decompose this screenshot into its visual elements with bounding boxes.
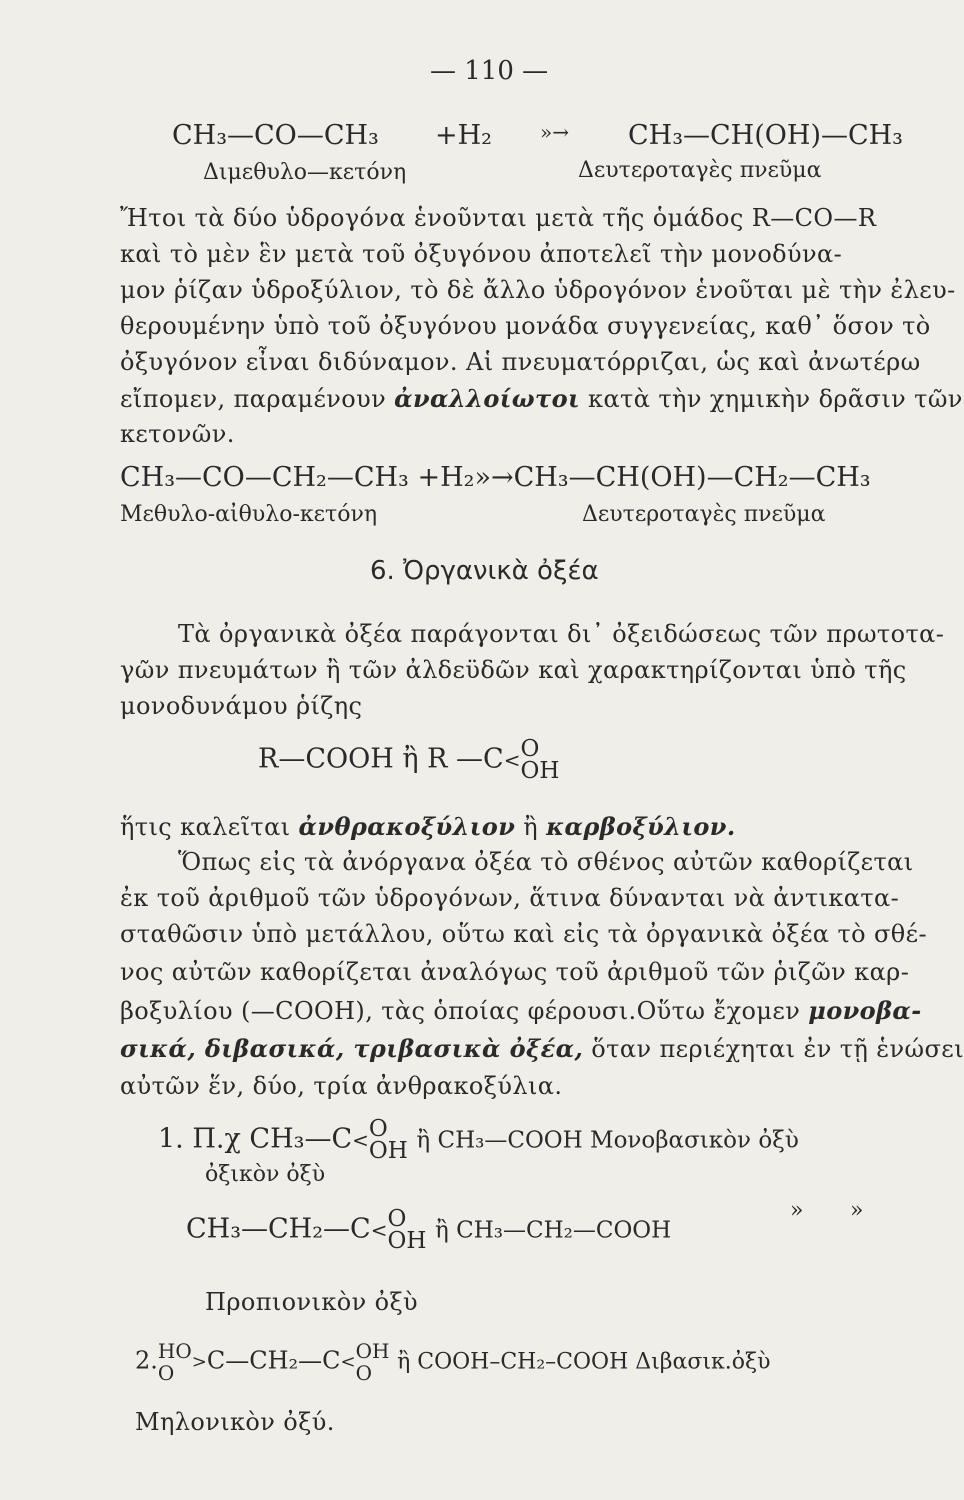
reaction1-right: CH₃—CH(OH)—CH₃	[628, 120, 904, 151]
paragraph3-line-4: νος αὐτῶν καθορίζεται ἀναλόγως τοῦ ἀριθμοῦ τῶν ῥιζῶν καρ-	[120, 958, 910, 986]
emphasis-acid-types: σικά, διβασικά, τριβασικὰ ὀξέα,	[120, 1034, 584, 1063]
paragraph1-line-2: καὶ τὸ μὲν ἓν μετὰ τοῦ ὀξυγόνου ἀποτελεῖ τὴν μονοδύνα-	[120, 240, 843, 268]
example3-label: Μηλονικὸν ὀξύ.	[135, 1408, 335, 1436]
paragraph1-line-5: ὀξυγόνον εἶναι διδύναμον. Αἱ πνευματόρριζαι, ὡς καὶ ἀνωτέρω	[120, 348, 921, 376]
paragraph1-line-7: κετονῶν.	[120, 420, 235, 448]
reaction1-left: CH₃—CO—CH₃	[172, 120, 379, 151]
paragraph3-line-7: αὐτῶν ἕν, δύο, τρία ἀνθρακοξύλια.	[120, 1072, 563, 1100]
page-number: — 110 —	[430, 56, 549, 86]
emphasis-analloiotoi: ἀναλλοίωτοι	[394, 384, 581, 413]
paragraph3-line-6: σικά, διβασικά, τριβασικὰ ὀξέα, ὅταν περιέχηται ἐν τῇ ἑνώσει	[120, 1034, 964, 1063]
reaction1-plus: +H₂	[435, 120, 492, 151]
emphasis-karboxylion: καρβοξύλιον.	[546, 812, 736, 841]
example3-formula: 2. HO O >C—CH₂—C< OH O ἢ COOH–CH₂–COOH Διβασικ.ὀξὺ	[135, 1339, 771, 1385]
reaction1-right-label: Δευτεροταγὲς πνεῦμα	[578, 158, 822, 183]
reaction1-left-label: Διμεθυλο—κετόνη	[203, 160, 407, 185]
paragraph2-line-3: μονοδυνάμου ῥίζης	[120, 692, 363, 720]
example2-label: Προπιονικὸν ὀξὺ	[205, 1288, 419, 1316]
emphasis-monovasika: μονοβα-	[808, 996, 922, 1025]
paragraph2-line-2: γῶν πνευμάτων ἢ τῶν ἀλδεϋδῶν καὶ χαρακτηρίζονται ὑπὸ τῆς	[120, 656, 907, 684]
example2-ditto-1: »	[790, 1198, 804, 1223]
paragraph3-line-2: ἐκ τοῦ ἀριθμοῦ τῶν ὑδρογόνων, ἅτινα δύνανται νὰ ἀντικατα-	[120, 884, 900, 912]
example2-formula: CH₃—CH₂—C< O OH ἢ CH₃—CH₂—COOH	[186, 1206, 672, 1254]
emphasis-anthrakoxylion: ἀνθρακοξύλιον	[298, 812, 516, 841]
carboxyl-line: ἥτις καλεῖται ἀνθρακοξύλιον ἢ καρβοξύλιον.	[120, 812, 736, 841]
paragraph3-line-3: σταθῶσιν ὑπὸ μετάλλου, οὕτω καὶ εἰς τὰ ὀργανικὰ ὀξέα τὸ σθέ-	[120, 920, 927, 948]
example2-ditto-2: »	[850, 1198, 864, 1223]
paragraph3-line-5: βοξυλίου (—COOH), τὰς ὁποίας φέρουσι.Οὕτω ἔχομεν μονοβα-	[120, 996, 922, 1025]
reaction2-right-label: Δευτεροταγὲς πνεῦμα	[582, 502, 826, 527]
paragraph1-line-4: θερουμένην ὑπὸ τοῦ ὀξυγόνου μονάδα συγγενείας, καθ᾽ ὅσον τὸ	[120, 312, 931, 340]
example1-formula: 1. Π.χ CH₃—C< O OH ἢ CH₃—COOH Μονοβασικὸν ὀξὺ	[158, 1116, 799, 1164]
reaction2-left-label: Μεθυλο-αἰθυλο-κετόνη	[120, 502, 378, 527]
paragraph3-line-1: Ὅπως εἰς τὰ ἀνόργανα ὀξέα τὸ σθένος αὐτῶν καθορίζεται	[178, 848, 914, 876]
paragraph1-line-1: Ἤτοι τὰ δύο ὑδρογόνα ἑνοῦνται μετὰ τῆς ὁμάδος R—CO—R	[120, 204, 877, 232]
paragraph1-line-6: εἴπομεν, παραμένουν ἀναλλοίωτοι κατὰ τὴν χημικὴν δρᾶσιν τῶν	[120, 384, 963, 413]
paragraph2-line-1: Τὰ ὀργανικὰ ὀξέα παράγονται δι᾽ ὀξειδώσεως τῶν πρωτοτα-	[178, 620, 945, 648]
carboxyl-formula: R—COOH ἢ R —C< O OH	[258, 736, 560, 784]
example1-label: ὀξικὸν ὀξὺ	[205, 1162, 326, 1187]
section-heading: 6. Ὀργανικὰ ὀξέα	[370, 556, 599, 586]
reaction1-arrow: »→	[540, 120, 569, 144]
reaction2-formula: CH₃—CO—CH₂—CH₃ +H₂»→CH₃—CH(OH)—CH₂—CH₃	[120, 462, 871, 493]
paragraph1-line-3: μον ῥίζαν ὑδροξύλιον, τὸ δὲ ἄλλο ὑδρογόνον ἑνοῦται μὲ τὴν ἐλευ-	[120, 276, 956, 304]
